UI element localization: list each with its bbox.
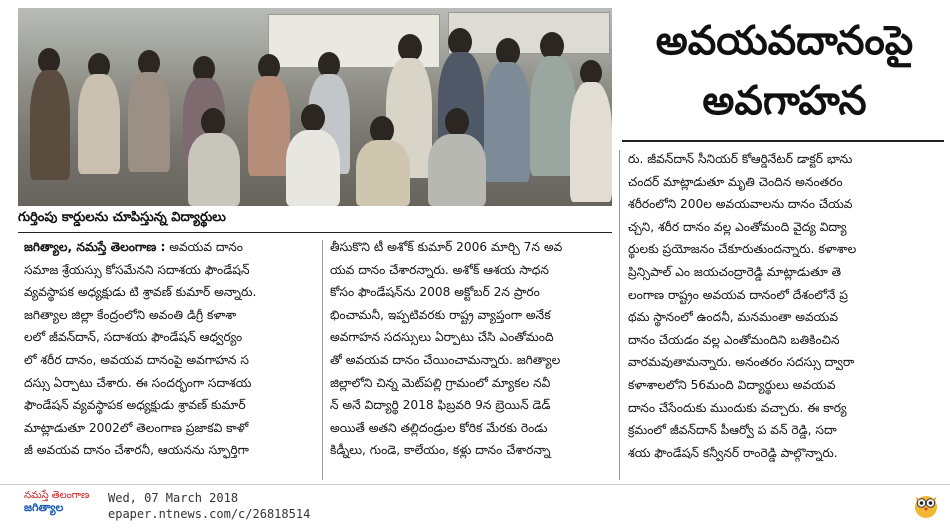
photo-caption: గుర్తింపు కార్డులను చూపిస్తున్న విద్యార్థులు — [18, 210, 226, 225]
column-divider-2 — [619, 150, 620, 480]
footer-info — [108, 490, 310, 522]
article-col1-line: దస్సు ఏర్పాటు చేశారు. ఈ సందర్భంగా సదాశయ — [24, 375, 252, 390]
article-col2-line: తీసుకొని టీ అశోక్ కుమార్ 2006 మార్చి 7న అవ — [330, 240, 563, 254]
article-col3-line: కళాశాలలోని 56మంది విద్యార్థులు అవయవ — [628, 377, 836, 392]
headline-divider — [622, 140, 944, 142]
column-divider-1 — [322, 240, 323, 480]
article-col2-line: తో అవయవ దానం చేయించామన్నారు. జగిత్యాల — [330, 352, 561, 367]
article-col3-line: శయ ఫౌండేషన్ కన్వీనర్ రాంరెడ్డి పాల్గొన్నారు. — [628, 445, 838, 460]
headline-line-2: అవగాహన — [702, 78, 867, 124]
caption-underline — [18, 232, 612, 233]
article-col1-line: జీ అవయవ దానం చేశారనీ, ఆయనను స్ఫూర్తిగా — [24, 443, 249, 458]
article-col3-line: చందర్ మాట్లాడుతూ మృతి చెందిన అనంతరం — [628, 174, 843, 189]
article-col3-line: దానం చేసేందుకు ముందుకు వచ్చారు. ఈ కార్య — [628, 400, 847, 415]
article-col1-line: లో శరీర దానం, అవయవ దానంపై అవగాహన స — [24, 352, 249, 367]
footer-rule — [0, 484, 950, 485]
article-col2-line: భించామనీ, ఇప్పటివరకు రాష్ట్ర వ్యాప్తంగా అనేక — [330, 307, 551, 322]
article-col3-line: దానం చేయడం వల్ల ఎంతోమందిని బతికించిన — [628, 332, 840, 347]
epaper-url[interactable]: epaper.ntnews.com/c/26818514 — [108, 507, 311, 521]
article-col3-line: చ్చని, శరీర దానం వల్ల ఎంతోమంది వైద్య విద్యా — [628, 219, 847, 234]
article-column-3 — [628, 148, 940, 464]
article-col3-line: లంగాణ రాష్ట్రం అవయవ దానంలో దేశంలోనే ప్ర — [628, 287, 848, 302]
article-col3-line: థమ స్థానంలో ఉందనీ, మనమంతా అవయవ — [628, 310, 838, 325]
article-col2-line: కిడ్నీలు, గుండె, కాలేయం, కళ్లు దానం చేశారన్నా — [330, 443, 551, 458]
article-col1-line: సమాజ శ్రేయస్సు కోసమేనని సదాశయ ఫౌండేషన్ — [24, 262, 250, 277]
publish-date: Wed, 07 March 2018 — [108, 491, 239, 505]
article-col1-line: వ్యవస్థాపక అధ్యక్షుడు టి శ్రావణ్ కుమార్ అన్నారు. — [24, 285, 257, 300]
article-col2-line: అవగాహన సదస్సులు ఏర్పాటు చేసి ఎంతోమంది — [330, 330, 554, 345]
article-col3-line: శరీరంలోని 200ల అవయవాలను దానం చేయవ — [628, 197, 853, 212]
article-col3-line: వారమవుతామన్నారు. అనంతరం సదస్సు ద్వారా — [628, 355, 855, 370]
headline-line-1: అవయవదానంపై — [655, 18, 914, 64]
article-col1-line: ఫౌండేషన్ వ్యవస్థాపక అధ్యక్షుడు శ్రావణ్ కుమార్ — [24, 398, 246, 413]
article-col1-line: జగిత్యాల జిల్లా కేంద్రంలోని అవంతి డిగ్రీ కళాశా — [24, 307, 237, 322]
owl-icon — [913, 491, 939, 519]
article-col1-line: లలో జీవన్‌దాన్, సదాశయ ఫౌండేషన్ ఆధ్వర్యం — [24, 330, 243, 345]
article-col2-line: అయితే అతని తల్లిదండ్రుల కోరిక మేరకు రెండు — [330, 420, 548, 435]
news-photo — [18, 8, 612, 206]
article-column-1 — [24, 236, 312, 462]
article-col3-line: ర్థులకు ప్రయోజనం చేకూరుతుందన్నారు. కళాశాల — [628, 242, 857, 257]
article-col2-line: జిల్లాలోని చిన్న మెట్‌పల్లి గ్రామంలో మ్యాకల నవీ — [330, 375, 551, 390]
article-column-2 — [330, 236, 612, 462]
article-col2-line: కోసం ఫౌండేషన్‌ను 2008 అక్టోబర్ 2న ప్రారం — [330, 285, 540, 300]
newspaper-logo — [24, 490, 89, 514]
dateline: జగిత్యాల, నమస్తే తెలంగాణ : — [24, 240, 166, 254]
logo-title: నమస్తే తెలంగాణ — [24, 490, 90, 501]
article-col3-line: క్రమంలో జీవన్‌దాన్ పీఆర్వో ప వన్ రెడ్డి, సదా — [628, 423, 837, 438]
article-col1-line: మాట్లాడుతూ 2002లో తెలంగాణ ప్రజాకవి కాళో — [24, 420, 249, 435]
logo-edition: జగిత్యాల — [24, 501, 64, 514]
photo-banner-right — [448, 12, 610, 54]
article-col3-line: రు. జీవన్‌దాన్ సీనియర్ కోఆర్డినేటర్ డాక్టర్ భాను — [628, 152, 853, 166]
article-col2-line: యవ దానం చేశారన్నారు. అశోక్ ఆశయ సాధన — [330, 262, 549, 277]
article-col3-line: ప్రిన్సిపాల్ ఎం జయచంద్రారెడ్డి మాట్లాడుతూ తె — [628, 264, 842, 279]
article-col2-line: న్ అనే విద్యార్థి 2018 ఫిబ్రవరి 9న బ్రెయిన్ డెడ్ — [330, 398, 551, 413]
article-col1-line-1: జగిత్యాల, నమస్తే తెలంగాణ : అవయవ దానం — [24, 240, 243, 254]
